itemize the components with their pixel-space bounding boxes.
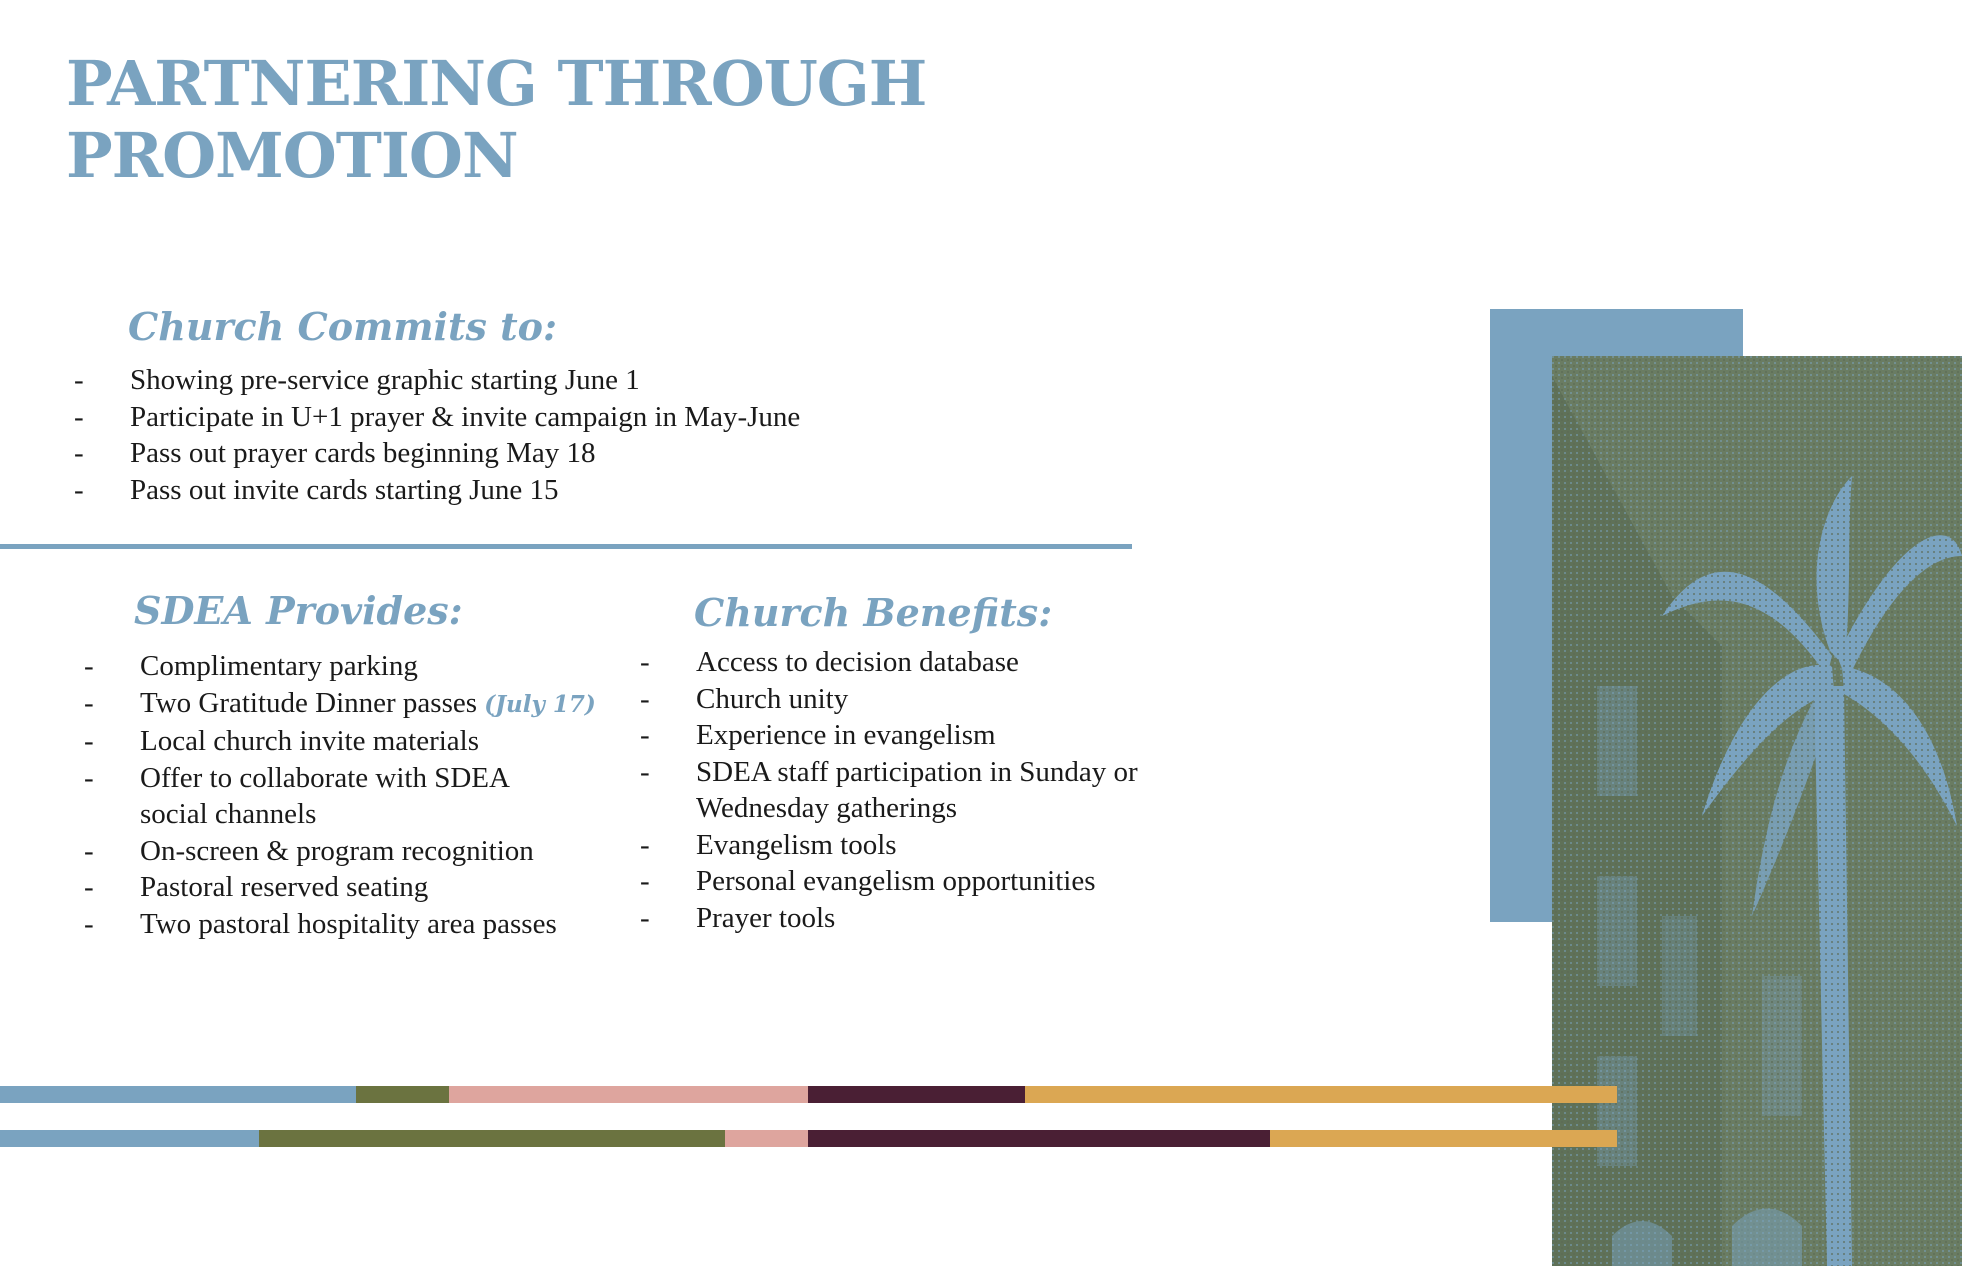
list-item: - Pass out prayer cards beginning May 18 — [74, 435, 1074, 472]
dash-bullet: - — [640, 646, 650, 678]
dash-bullet: - — [84, 686, 94, 719]
list-item: - Local church invite materials — [84, 723, 644, 760]
dash-bullet: - — [640, 828, 650, 861]
stripe-segment — [356, 1086, 449, 1103]
dash-bullet: - — [84, 761, 94, 794]
stripe-segment — [808, 1086, 1025, 1103]
stripe-segment — [0, 1130, 259, 1147]
dash-bullet: - — [640, 755, 650, 788]
church-commits-list — [74, 362, 1074, 508]
list-item: - Participate in U+1 prayer & invite campaign in May-June — [74, 399, 1074, 436]
church-commits-heading: Church Commits to: — [128, 304, 558, 349]
list-item: - Experience in evangelism — [640, 717, 1140, 754]
section-divider — [0, 544, 1132, 549]
dash-bullet: - — [84, 650, 94, 682]
dash-bullet: - — [640, 719, 650, 751]
list-item: - Offer to collaborate with SDEA social channels — [84, 761, 509, 830]
dash-bullet: - — [640, 682, 650, 715]
dash-bullet: - — [74, 364, 84, 396]
stripe-segment — [0, 1086, 356, 1103]
list-item: - Two Gratitude Dinner passes (July 17) — [84, 685, 644, 724]
list-item: - Complimentary parking — [84, 648, 644, 685]
list-item: - Pass out invite cards starting June 15 — [74, 472, 1074, 509]
dash-bullet: - — [84, 834, 94, 867]
stripe-segment — [808, 1130, 1270, 1147]
list-item: - On-screen & program recognition — [84, 833, 644, 870]
list-item: - SDEA staff participation in Sunday or Wednesday gatherings — [640, 755, 1138, 824]
dash-bullet: - — [74, 473, 84, 506]
page-title: PARTNERING THROUGH PROMOTION — [66, 47, 927, 192]
sdea-provides-list — [84, 648, 644, 942]
list-item: - Access to decision database — [640, 644, 1140, 681]
dash-bullet: - — [84, 725, 94, 757]
sdea-provides-heading: SDEA Provides: — [134, 588, 463, 633]
church-benefits-heading: Church Benefits: — [694, 590, 1053, 635]
list-item: - Personal evangelism opportunities — [640, 863, 1140, 900]
list-item: - Two pastoral hospitality area passes — [84, 906, 644, 943]
list-item: - Showing pre-service graphic starting June 1 — [74, 362, 1074, 399]
dash-bullet: - — [74, 400, 84, 433]
list-item: - Pastoral reserved seating — [84, 869, 644, 906]
church-benefits-list — [640, 644, 1140, 936]
dash-bullet: - — [84, 907, 94, 940]
list-item: - Prayer tools — [640, 900, 1140, 937]
dash-bullet: - — [640, 901, 650, 934]
list-item: - Evangelism tools — [640, 827, 1140, 864]
stripe-segment — [1270, 1130, 1617, 1147]
dash-bullet: - — [74, 437, 84, 469]
stripe-segment — [259, 1130, 725, 1147]
list-item: - Church unity — [640, 681, 1140, 718]
dash-bullet: - — [640, 865, 650, 897]
dinner-date-note: (July 17) — [484, 690, 596, 718]
stripe-segment — [1025, 1086, 1617, 1103]
stripe-segment — [449, 1086, 808, 1103]
dash-bullet: - — [84, 871, 94, 903]
stripe-segment — [725, 1130, 808, 1147]
